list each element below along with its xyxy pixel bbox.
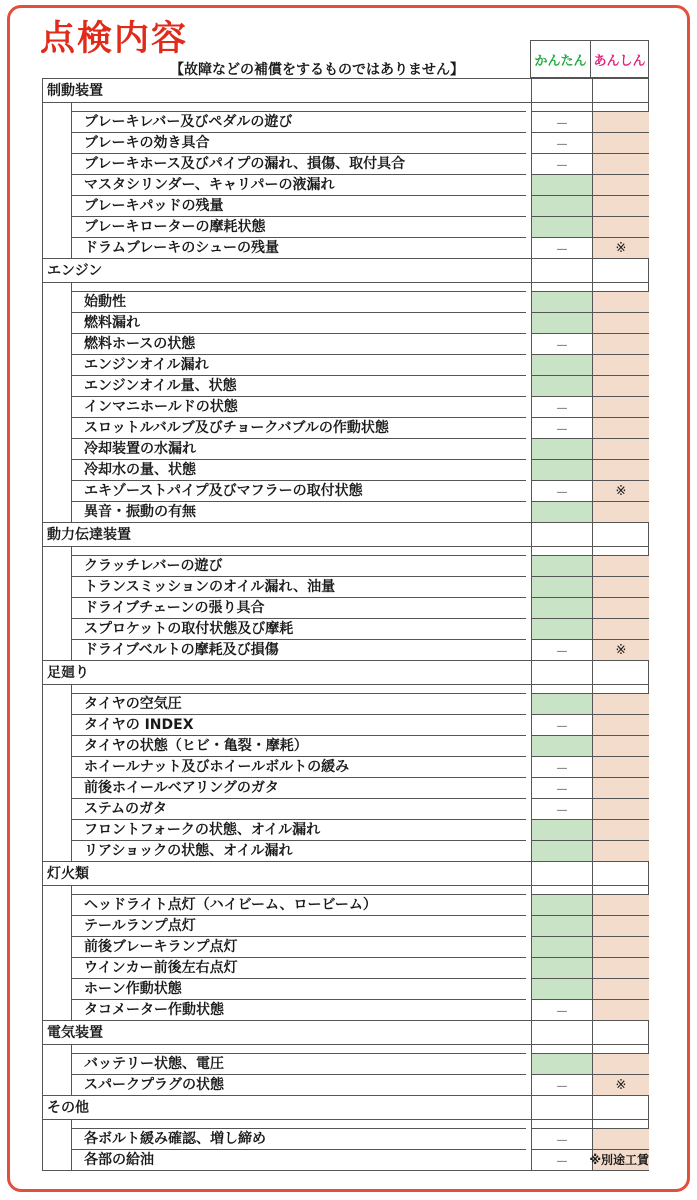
inspection-item-label: ステムのガタ <box>72 798 526 819</box>
inspection-item-label: タイヤの INDEX <box>72 714 526 735</box>
inspection-item-row <box>42 354 649 375</box>
kantan-mark <box>531 216 592 237</box>
anshin-mark <box>592 555 649 576</box>
anshin-mark <box>592 777 649 798</box>
anshin-mark: ※ <box>592 639 649 660</box>
category-row <box>42 259 649 283</box>
kantan-cell <box>531 862 592 885</box>
inspection-item-row <box>42 936 649 957</box>
inspection-item-row <box>42 237 649 259</box>
kantan-cell <box>531 1096 592 1119</box>
inspection-item-row <box>42 417 649 438</box>
indent-column <box>43 547 72 555</box>
indent-column <box>43 1074 72 1095</box>
inspection-item-label: ドライブベルトの摩耗及び損傷 <box>72 639 526 660</box>
kantan-mark: － <box>531 237 592 258</box>
kantan-cell <box>531 103 592 111</box>
indent-column <box>43 354 72 375</box>
kantan-cell <box>531 547 592 555</box>
inspection-item-label: 前後ホイールベアリングのガタ <box>72 777 526 798</box>
indent-column <box>43 915 72 936</box>
inspection-item-label: 冷却装置の水漏れ <box>72 438 526 459</box>
indent-column <box>43 1128 72 1149</box>
page-title: 点検内容 <box>40 19 189 59</box>
inspection-item-row <box>42 714 649 735</box>
kantan-mark: － <box>531 111 592 132</box>
indent-column <box>43 501 72 522</box>
kantan-mark: － <box>531 798 592 819</box>
category-label: 電気装置 <box>47 1025 103 1041</box>
anshin-mark <box>592 1128 649 1149</box>
anshin-mark <box>592 798 649 819</box>
inspection-item-row <box>42 978 649 999</box>
anshin-cell <box>592 259 649 282</box>
indent-column <box>43 174 72 195</box>
anshin-mark <box>592 174 649 195</box>
kantan-mark: － <box>531 153 592 174</box>
inspection-item-label: トランスミッションのオイル漏れ、油量 <box>72 576 526 597</box>
kantan-cell <box>531 1120 592 1128</box>
indent-column <box>43 291 72 312</box>
indent-column <box>43 978 72 999</box>
anshin-mark <box>592 978 649 999</box>
inspection-item-row <box>42 291 649 312</box>
indent-column <box>43 417 72 438</box>
inspection-item-label: ホイールナット及びホイールボルトの緩み <box>72 756 526 777</box>
anshin-cell <box>592 862 649 885</box>
column-header-anshin: あんしん <box>591 40 649 78</box>
kantan-mark <box>531 438 592 459</box>
kantan-mark <box>531 915 592 936</box>
inspection-item-label: インマニホールドの状態 <box>72 396 526 417</box>
inspection-item-row <box>42 819 649 840</box>
indent-column <box>43 798 72 819</box>
kantan-mark <box>531 618 592 639</box>
anshin-mark <box>592 693 649 714</box>
category-spacer <box>42 1120 649 1128</box>
indent-column <box>43 639 72 660</box>
anshin-cell <box>592 661 649 684</box>
anshin-mark <box>592 618 649 639</box>
category-spacer <box>42 283 649 291</box>
category-label: その他 <box>47 1100 89 1116</box>
indent-column <box>43 999 72 1020</box>
inspection-item-label: 異音・振動の有無 <box>72 501 526 522</box>
inspection-item-row <box>42 312 649 333</box>
inspection-item-row <box>42 618 649 639</box>
inspection-item-row <box>42 375 649 396</box>
kantan-mark <box>531 459 592 480</box>
inspection-item-row <box>42 735 649 756</box>
inspection-item-row <box>42 501 649 523</box>
inspection-item-row <box>42 894 649 915</box>
indent-column <box>43 396 72 417</box>
indent-column <box>43 459 72 480</box>
inspection-item-label: ホーン作動状態 <box>72 978 526 999</box>
inspection-item-row <box>42 195 649 216</box>
category-row <box>42 862 649 886</box>
kantan-mark: － <box>531 396 592 417</box>
inspection-item-row <box>42 1053 649 1074</box>
indent-column <box>43 618 72 639</box>
category-label: 動力伝達装置 <box>47 527 131 543</box>
kantan-mark: － <box>531 714 592 735</box>
kantan-mark <box>531 1053 592 1074</box>
kantan-mark <box>531 735 592 756</box>
anshin-mark: ※ <box>592 237 649 258</box>
inspection-item-row <box>42 756 649 777</box>
indent-column <box>43 132 72 153</box>
inspection-item-row <box>42 693 649 714</box>
anshin-cell <box>592 685 649 693</box>
anshin-mark <box>592 396 649 417</box>
anshin-mark <box>592 1053 649 1074</box>
inspection-item-row <box>42 216 649 237</box>
category-row <box>42 79 649 103</box>
anshin-mark <box>592 375 649 396</box>
inspection-item-row <box>42 459 649 480</box>
kantan-cell <box>531 259 592 282</box>
inspection-item-row <box>42 438 649 459</box>
indent-column <box>43 555 72 576</box>
anshin-mark <box>592 756 649 777</box>
inspection-item-label: 冷却水の量、状態 <box>72 459 526 480</box>
indent-column <box>43 735 72 756</box>
category-label: 灯火類 <box>47 866 89 882</box>
inspection-item-label: ブレーキの効き具合 <box>72 132 526 153</box>
anshin-cell <box>592 1045 649 1053</box>
kantan-mark: － <box>531 1128 592 1149</box>
kantan-mark <box>531 174 592 195</box>
category-row <box>42 1096 649 1120</box>
anshin-mark <box>592 957 649 978</box>
kantan-mark <box>531 693 592 714</box>
kantan-mark: － <box>531 1149 592 1170</box>
kantan-cell <box>531 523 592 546</box>
indent-column <box>43 195 72 216</box>
inspection-item-label: テールランプ点灯 <box>72 915 526 936</box>
inspection-item-label: スロットルバルブ及びチョークバブルの作動状態 <box>72 417 526 438</box>
kantan-mark: － <box>531 639 592 660</box>
indent-column <box>43 693 72 714</box>
anshin-cell <box>592 283 649 291</box>
anshin-mark <box>592 438 649 459</box>
anshin-mark <box>592 195 649 216</box>
anshin-mark <box>592 153 649 174</box>
inspection-item-label: ウインカー前後左右点灯 <box>72 957 526 978</box>
kantan-mark <box>531 957 592 978</box>
kantan-mark <box>531 840 592 861</box>
kantan-mark <box>531 555 592 576</box>
inspection-item-row <box>42 396 649 417</box>
anshin-mark: ※ <box>592 480 649 501</box>
inspection-item-row <box>42 798 649 819</box>
anshin-mark <box>592 132 649 153</box>
inspection-item-row <box>42 915 649 936</box>
inspection-item-row <box>42 1074 649 1096</box>
anshin-mark <box>592 714 649 735</box>
inspection-item-row <box>42 597 649 618</box>
kantan-mark: － <box>531 1074 592 1095</box>
anshin-mark <box>592 735 649 756</box>
inspection-item-row <box>42 333 649 354</box>
anshin-mark <box>592 936 649 957</box>
kantan-cell <box>531 79 592 102</box>
anshin-cell <box>592 1120 649 1128</box>
anshin-mark <box>592 312 649 333</box>
indent-column <box>43 480 72 501</box>
inspection-item-label: ブレーキローターの摩耗状態 <box>72 216 526 237</box>
kantan-cell <box>531 283 592 291</box>
inspection-item-label: フロントフォークの状態、オイル漏れ <box>72 819 526 840</box>
kantan-mark: － <box>531 777 592 798</box>
inspection-item-label: リアショックの状態、オイル漏れ <box>72 840 526 861</box>
indent-column <box>43 312 72 333</box>
category-spacer <box>42 547 649 555</box>
kantan-mark <box>531 195 592 216</box>
indent-column <box>43 333 72 354</box>
anshin-mark <box>592 111 649 132</box>
anshin-mark <box>592 501 649 522</box>
inspection-item-label: タイヤの空気圧 <box>72 693 526 714</box>
anshin-cell <box>592 1096 649 1119</box>
inspection-item-label: 各部の給油 <box>72 1149 526 1170</box>
kantan-mark: － <box>531 999 592 1020</box>
inspection-item-row <box>42 1149 649 1171</box>
inspection-item-label: 燃料漏れ <box>72 312 526 333</box>
inspection-item-label: エンジンオイル漏れ <box>72 354 526 375</box>
category-spacer <box>42 886 649 894</box>
indent-column <box>43 819 72 840</box>
kantan-mark: － <box>531 132 592 153</box>
inspection-item-label: スパークプラグの状態 <box>72 1074 526 1095</box>
inspection-item-label: タイヤの状態（ヒビ・亀裂・摩耗） <box>72 735 526 756</box>
footnote: ※別途工賃 <box>589 1153 649 1167</box>
indent-column <box>43 756 72 777</box>
indent-column <box>43 237 72 258</box>
inspection-item-row <box>42 777 649 798</box>
anshin-mark <box>592 915 649 936</box>
indent-column <box>43 216 72 237</box>
kantan-mark: － <box>531 756 592 777</box>
anshin-mark <box>592 216 649 237</box>
indent-column <box>43 576 72 597</box>
anshin-mark <box>592 999 649 1020</box>
kantan-mark <box>531 354 592 375</box>
category-label: エンジン <box>47 263 103 279</box>
category-row <box>42 523 649 547</box>
inspection-item-label: ブレーキレバー及びペダルの遊び <box>72 111 526 132</box>
inspection-item-row <box>42 999 649 1021</box>
kantan-mark: － <box>531 480 592 501</box>
indent-column <box>43 153 72 174</box>
anshin-cell <box>592 103 649 111</box>
indent-column <box>43 375 72 396</box>
inspection-item-label: 燃料ホースの状態 <box>72 333 526 354</box>
indent-column <box>43 886 72 894</box>
inspection-item-label: 始動性 <box>72 291 526 312</box>
indent-column <box>43 597 72 618</box>
anshin-cell <box>592 79 649 102</box>
column-header-kantan: かんたん <box>530 40 591 78</box>
category-row <box>42 661 649 685</box>
inspection-item-label: ブレーキパッドの残量 <box>72 195 526 216</box>
indent-column <box>43 1120 72 1128</box>
inspection-item-label: 前後ブレーキランプ点灯 <box>72 936 526 957</box>
inspection-item-row <box>42 480 649 501</box>
kantan-mark: － <box>531 417 592 438</box>
indent-column <box>43 777 72 798</box>
anshin-mark <box>592 597 649 618</box>
kantan-mark: － <box>531 333 592 354</box>
indent-column <box>43 936 72 957</box>
indent-column <box>43 957 72 978</box>
inspection-item-label: ドライブチェーンの張り具合 <box>72 597 526 618</box>
kantan-mark <box>531 576 592 597</box>
indent-column <box>43 1149 72 1170</box>
kantan-mark <box>531 501 592 522</box>
indent-column <box>43 685 72 693</box>
category-label: 足廻り <box>47 665 89 681</box>
inspection-item-row <box>42 153 649 174</box>
anshin-mark: ※ <box>592 1074 649 1095</box>
inspection-item-row <box>42 1128 649 1149</box>
anshin-mark <box>592 819 649 840</box>
kantan-cell <box>531 1045 592 1053</box>
anshin-mark <box>592 291 649 312</box>
anshin-mark <box>592 894 649 915</box>
inspection-item-label: ヘッドライト点灯（ハイビーム、ロービーム） <box>72 894 526 915</box>
anshin-mark <box>592 333 649 354</box>
kantan-mark <box>531 819 592 840</box>
inspection-item-label: 各ボルト緩み確認、増し締め <box>72 1128 526 1149</box>
anshin-mark <box>592 840 649 861</box>
kantan-mark <box>531 375 592 396</box>
inspection-item-label: クラッチレバーの遊び <box>72 555 526 576</box>
inspection-item-label: スプロケットの取付状態及び摩耗 <box>72 618 526 639</box>
anshin-cell <box>592 547 649 555</box>
category-spacer <box>42 685 649 693</box>
kantan-mark <box>531 312 592 333</box>
inspection-item-row <box>42 957 649 978</box>
anshin-mark <box>592 459 649 480</box>
inspection-item-label: ブレーキホース及びパイプの漏れ、損傷、取付具合 <box>72 153 526 174</box>
inspection-item-row <box>42 555 649 576</box>
anshin-cell <box>592 886 649 894</box>
disclaimer: 【故障などの補償をするものではありません】 <box>170 62 464 78</box>
inspection-item-label: ドラムブレーキのシューの残量 <box>72 237 526 258</box>
indent-column <box>43 1045 72 1053</box>
kantan-cell <box>531 886 592 894</box>
indent-column <box>43 1053 72 1074</box>
inspection-item-label: タコメーター作動状態 <box>72 999 526 1020</box>
kantan-cell <box>531 661 592 684</box>
inspection-item-row <box>42 576 649 597</box>
indent-column <box>43 111 72 132</box>
inspection-item-label: バッテリー状態、電圧 <box>72 1053 526 1074</box>
inspection-item-row <box>42 132 649 153</box>
inspection-table <box>42 78 649 1171</box>
category-spacer <box>42 1045 649 1053</box>
inspection-item-row <box>42 840 649 862</box>
anshin-cell <box>592 1021 649 1044</box>
inspection-item-row <box>42 639 649 661</box>
indent-column <box>43 894 72 915</box>
category-row <box>42 1021 649 1045</box>
indent-column <box>43 283 72 291</box>
kantan-mark <box>531 597 592 618</box>
kantan-cell <box>531 685 592 693</box>
kantan-mark <box>531 978 592 999</box>
anshin-mark <box>592 417 649 438</box>
inspection-item-label: エキゾーストパイプ及びマフラーの取付状態 <box>72 480 526 501</box>
indent-column <box>43 840 72 861</box>
kantan-mark <box>531 894 592 915</box>
kantan-cell <box>531 1021 592 1044</box>
kantan-mark <box>531 936 592 957</box>
indent-column <box>43 438 72 459</box>
inspection-item-label: マスタシリンダー、キャリパーの液漏れ <box>72 174 526 195</box>
anshin-mark <box>592 576 649 597</box>
indent-column <box>43 714 72 735</box>
indent-column <box>43 103 72 111</box>
inspection-item-label: エンジンオイル量、状態 <box>72 375 526 396</box>
kantan-mark <box>531 291 592 312</box>
anshin-cell <box>592 523 649 546</box>
anshin-mark <box>592 354 649 375</box>
inspection-item-row <box>42 174 649 195</box>
category-label: 制動装置 <box>47 83 103 99</box>
category-spacer <box>42 103 649 111</box>
inspection-item-row <box>42 111 649 132</box>
